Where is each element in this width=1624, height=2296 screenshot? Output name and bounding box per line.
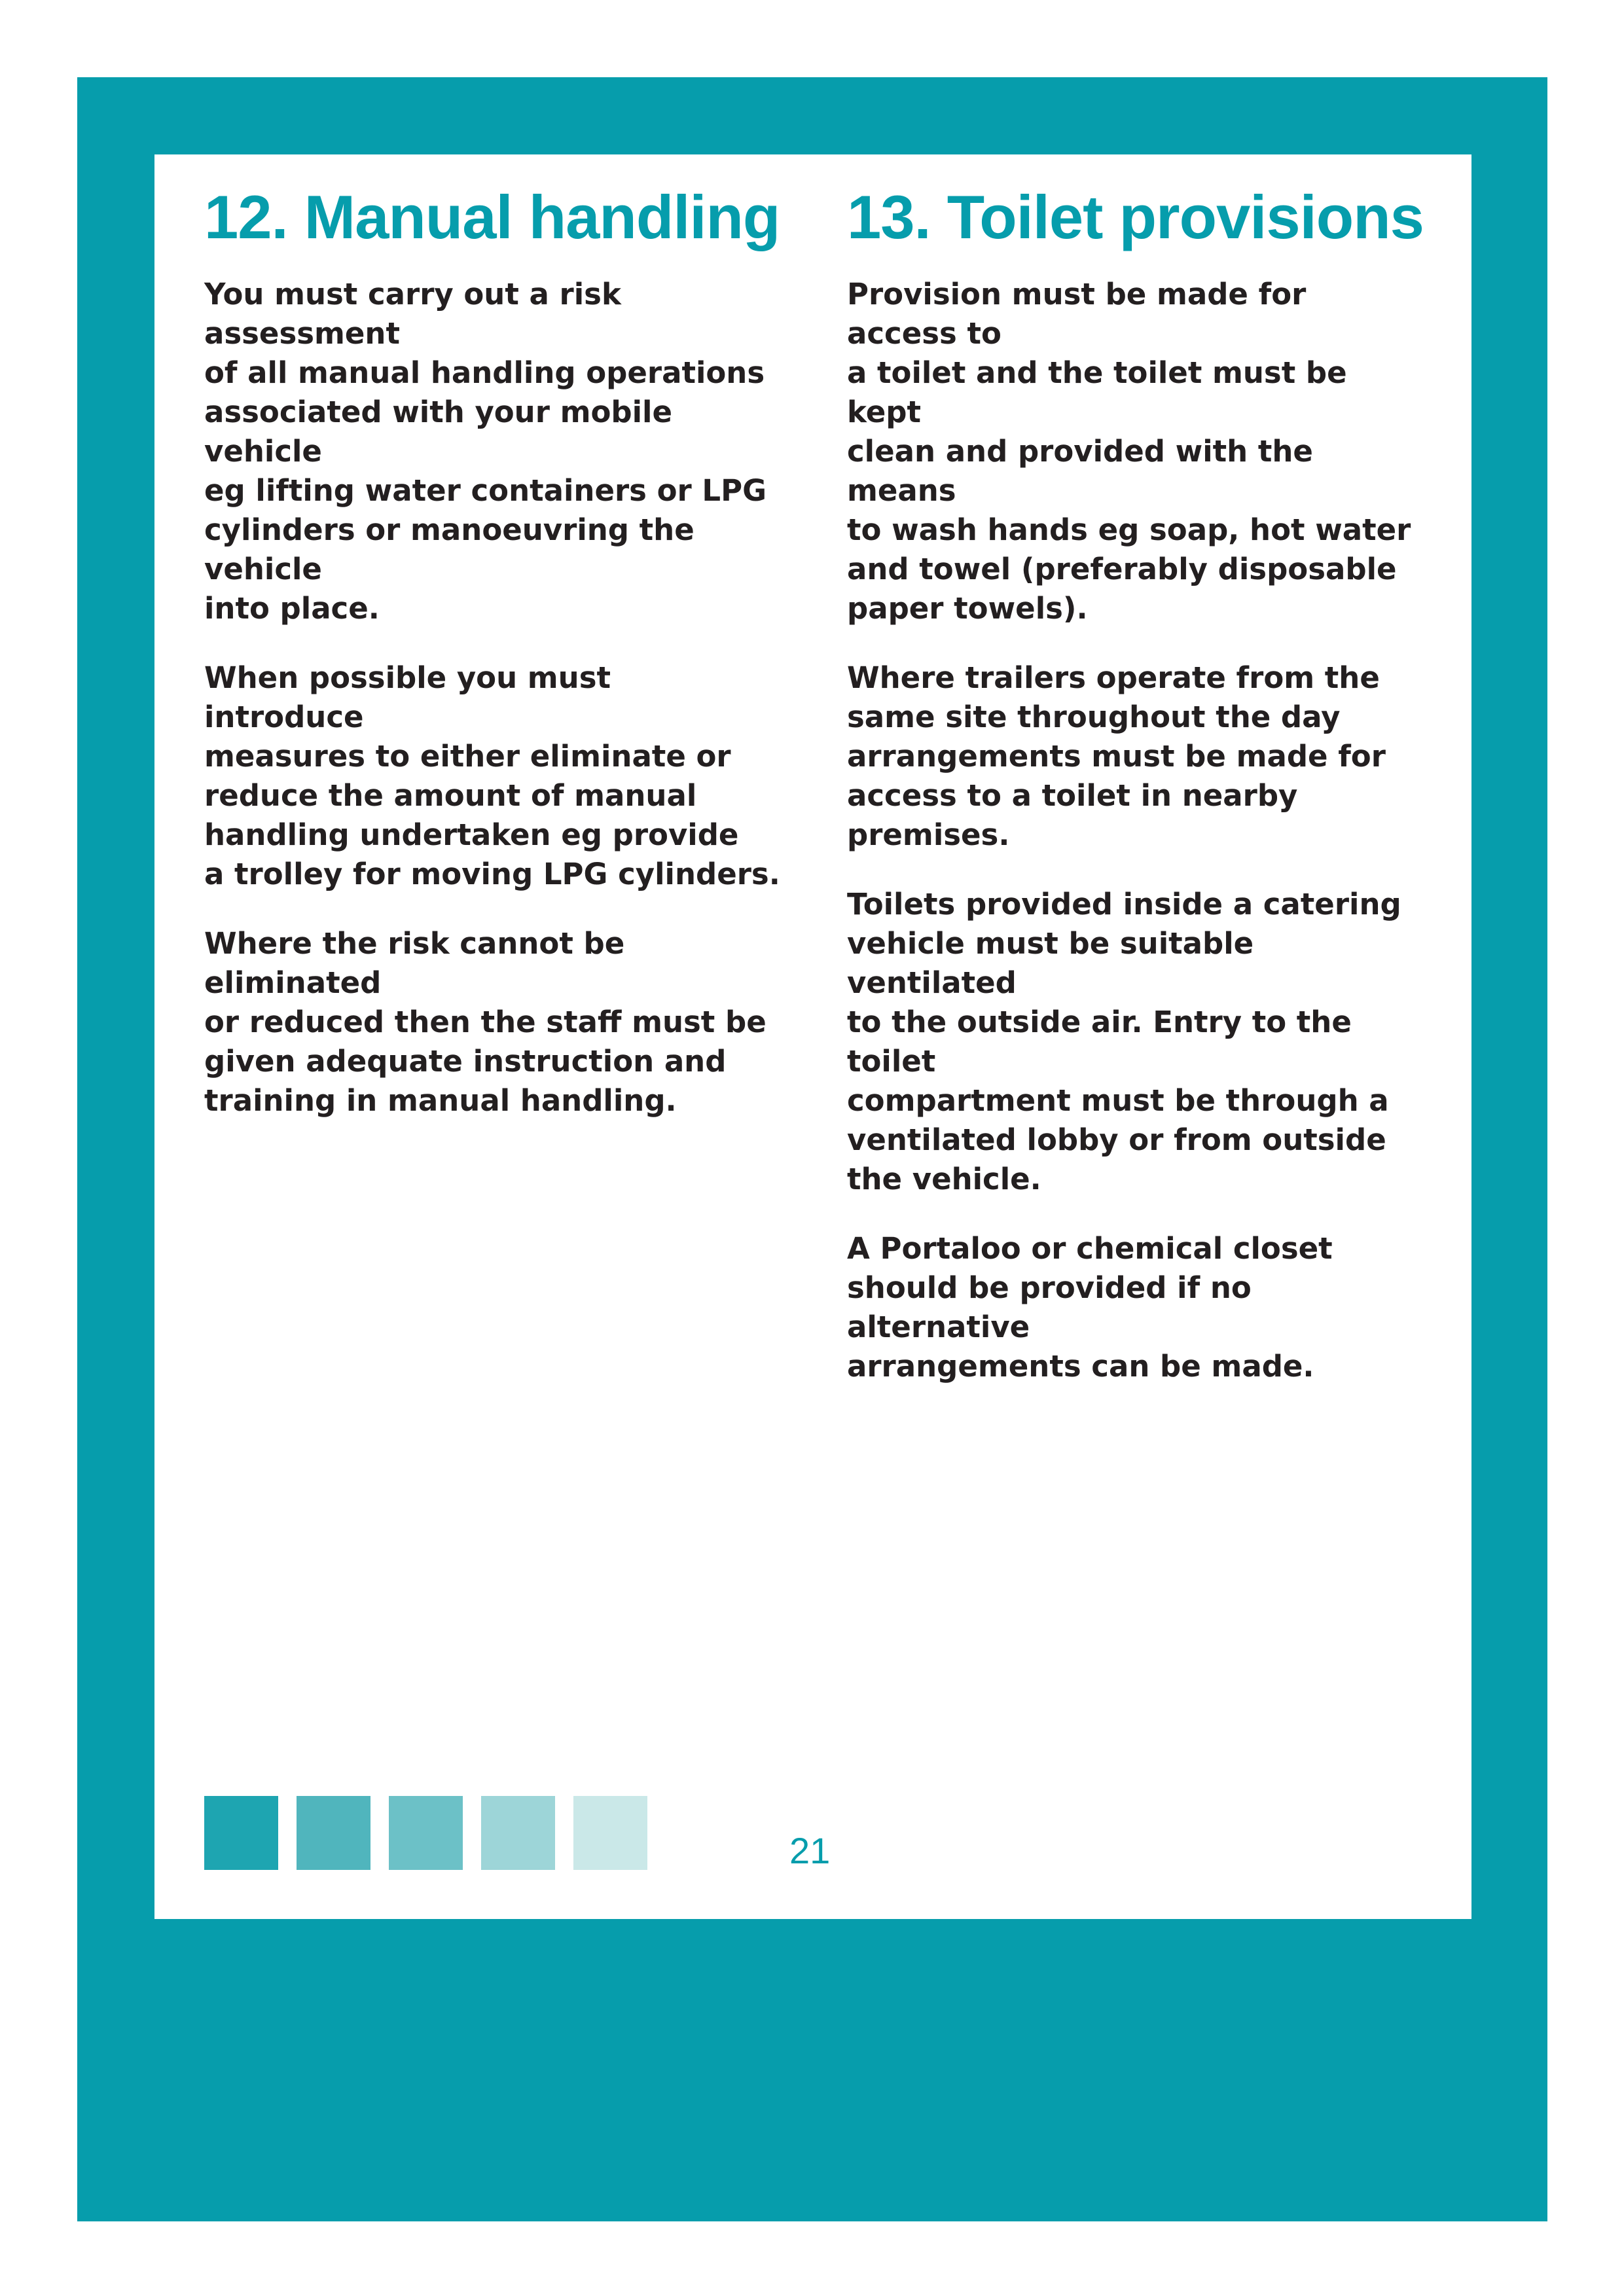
color-swatch [573, 1796, 647, 1870]
paragraph: You must carry out a risk assessment of all manual handling operations associated with your mobile vehicle eg lifting water containers or LPG cylinders or manoeuvring the vehicle into place. [204, 277, 767, 626]
section-body-manual-handling [204, 275, 780, 1151]
color-swatch [297, 1796, 370, 1870]
paragraph: Provision must be made for access to a toilet and the toilet must be kept clean and provided with the means to wash hands eg soap, hot water and towel (preferably disposable paper towels). [847, 277, 1411, 626]
paragraph: A Portaloo or chemical closet should be provided if no alternative arrangements can be made. [847, 1231, 1333, 1384]
section-heading-manual-handling: 12. Manual handling [204, 183, 780, 251]
paragraph: When possible you must introduce measures to either eliminate or reduce the amount of manual handling undertaken eg provide a trolley for moving LPG cylinders. [204, 660, 780, 891]
section-heading-toilet-provisions: 13. Toilet provisions [847, 183, 1424, 251]
color-swatch [481, 1796, 555, 1870]
paragraph: Toilets provided inside a catering vehicle must be suitable ventilated to the outside air. Entry to the toilet compartment must be through a ventilated lobby or from outside the vehicle. [847, 887, 1401, 1196]
section-body-toilet-provisions [847, 275, 1423, 1416]
color-swatch [389, 1796, 463, 1870]
paragraph: Where trailers operate from the same site throughout the day arrangements must be made for access to a toilet in nearby premises. [847, 660, 1386, 852]
page-number: 21 [789, 1830, 831, 1871]
color-swatch [204, 1796, 278, 1870]
paragraph: Where the risk cannot be eliminated or reduced then the staff must be given adequate instruction and training in manual handling. [204, 926, 767, 1118]
